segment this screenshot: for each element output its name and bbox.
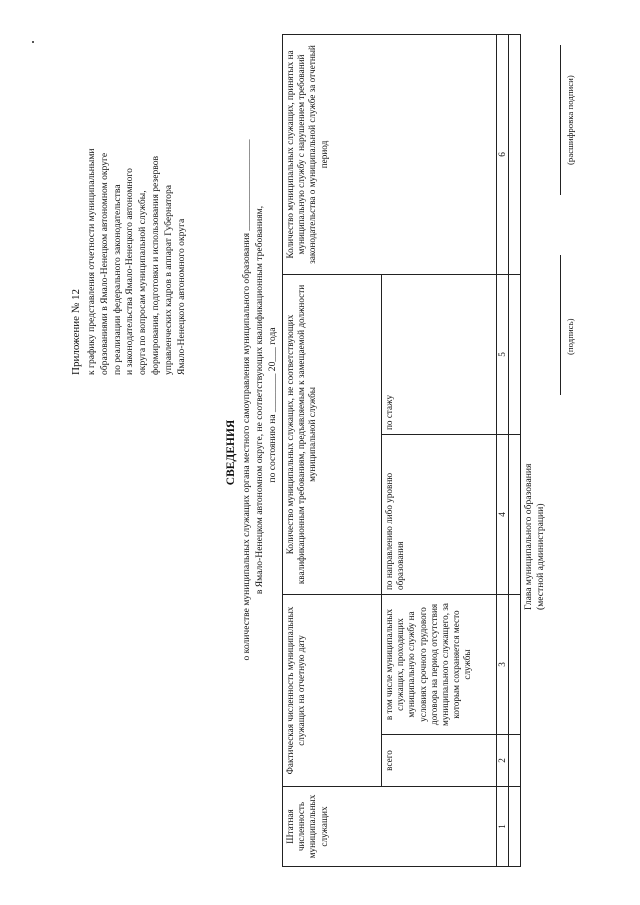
appendix-line: по реализации федерального законодательства xyxy=(111,184,123,375)
header-staff-count: Штатная численность муниципальных служащих xyxy=(283,787,497,867)
signature-line xyxy=(560,255,561,395)
column-number-row xyxy=(497,34,509,866)
appendix-line: управленческих кадров в аппарат Губернатора xyxy=(162,184,174,375)
table-cell xyxy=(509,434,521,594)
appendix-line: и законодательства Ямало-Ненецкого автономного xyxy=(124,168,136,375)
appendix-line: округа по вопросам муниципальной службы, xyxy=(137,190,149,375)
appendix-line: формирования, подготовки и использования резервов xyxy=(149,155,161,375)
table-cell xyxy=(509,34,521,274)
table-header-row xyxy=(283,34,382,866)
column-number: 6 xyxy=(497,34,509,274)
report-date-line: по состоянию на ________ 20___ года xyxy=(267,327,278,483)
info-table xyxy=(282,34,521,867)
signatory-block xyxy=(523,464,547,610)
header-not-qualified: Количество муниципальных служащих, не соответствующих квалификационным требованиям, предъявляемым к замещаемой должности муниципальной службы xyxy=(283,274,382,594)
table-cell xyxy=(509,787,521,867)
table-cell xyxy=(509,594,521,734)
table-cell xyxy=(509,274,521,434)
document-subtitle: о количестве муниципальных служащих органа местного самоуправления муниципального образования ___________________ xyxy=(241,139,252,661)
document-title: СВЕДЕНИЯ xyxy=(225,419,237,486)
name-decryption-label: (расшифровка подписи) xyxy=(565,75,575,165)
appendix-text xyxy=(86,45,188,375)
signatory-title: Глава муниципального образования xyxy=(523,463,534,610)
appendix-title: Приложение № 12 xyxy=(70,288,82,375)
appendix-line: образованиями в Ямало-Ненецком автономном округе xyxy=(98,152,110,375)
header-total: всего xyxy=(382,735,497,787)
appendix-line: Ямало-Ненецкого автономного округа xyxy=(175,218,187,375)
scan-dot xyxy=(32,41,34,43)
document-subtitle: в Ямало-Ненецком автономном округе, не соответствующих квалификационным требованиям, xyxy=(254,205,265,595)
column-number: 4 xyxy=(497,434,509,594)
signatory-subtitle: (местной администрации) xyxy=(535,503,546,610)
header-actual-count: Фактическая численность муниципальных служащих на отчетную дату xyxy=(283,594,382,786)
signature-label: (подпись) xyxy=(565,318,575,355)
header-temporary-contract: в том числе муниципальных служащих, проходящих муниципальную службу на условиях срочного трудового договора на период отсутствия муниципального служащего, за которым сохраняется место службы xyxy=(382,594,497,734)
table-row xyxy=(509,34,521,866)
appendix-line: к графику представления отчетности муниципальными xyxy=(86,148,97,375)
name-decryption-line xyxy=(560,45,561,195)
header-by-experience: по стажу xyxy=(382,274,497,434)
header-by-education: по направлению либо уровню образования xyxy=(382,434,497,594)
table-cell xyxy=(509,735,521,787)
column-number: 2 xyxy=(497,735,509,787)
column-number: 1 xyxy=(497,787,509,867)
column-number: 3 xyxy=(497,594,509,734)
column-number: 5 xyxy=(497,274,509,434)
header-violations: Количество муниципальных служащих, принятых на муниципальную службу с нарушением требований законодательства о муниципальной службе за отчетный период xyxy=(283,34,497,274)
